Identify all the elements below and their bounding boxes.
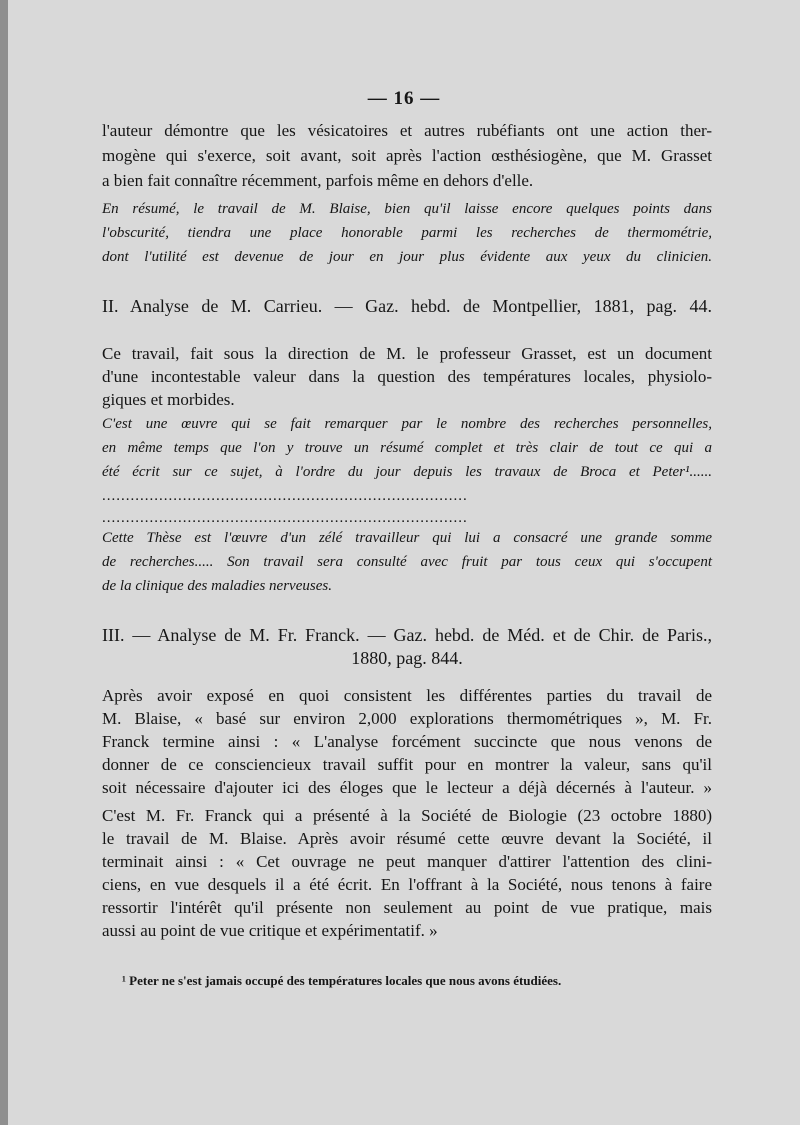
text-line: soit nécessaire d'ajouter ici des éloges que le lecteur a déjà décernés à l'auteur. » (102, 778, 712, 797)
text-line: Ce travail, fait sous la direction de M. le professeur Grasset, est un document (102, 344, 712, 363)
text-line: dont l'utilité est devenue de jour en jour plus évidente aux yeux du clinicien. (102, 249, 712, 265)
text-line: a bien fait connaître récemment, parfois même en dehors d'elle. (102, 171, 534, 190)
elision-dots: ............................................................................. (102, 510, 468, 526)
text-line: giques et morbides. (102, 390, 235, 409)
page-number: — 16 — (367, 88, 441, 109)
text-line: aussi au point de vue critique et expérimentatif. » (102, 921, 438, 940)
text-line: Franck termine ainsi : « L'analyse forcément succincte que nous venons de (102, 732, 712, 751)
section-heading: II. Analyse de M. Carrieu. — Gaz. hebd. de Montpellier, 1881, pag. 44. (102, 296, 712, 316)
text-line: Après avoir exposé en quoi consistent les différentes parties du travail de (102, 686, 712, 705)
text-line: de la clinique des maladies nerveuses. (102, 578, 332, 594)
section-heading-cont: 1880, pag. 844. (351, 648, 463, 668)
text-line: En résumé, le travail de M. Blaise, bien qu'il laisse encore quelques points dans (102, 201, 712, 217)
text-line: ressortir l'intérêt qu'il présente non seulement au point de vue pratique, mais (102, 898, 712, 917)
text-line: C'est une œuvre qui se fait remarquer par le nombre des recherches personnelles, (102, 416, 712, 432)
text-line: mogène qui s'exerce, soit avant, soit après l'action œsthésiogène, que M. Grasset (102, 146, 712, 165)
footnote: ¹ Peter ne s'est jamais occupé des températures locales que nous avons étudiées. (122, 973, 562, 988)
text-line: de recherches..... Son travail sera consulté avec fruit par tous ceux qui s'occupent (102, 554, 712, 570)
page (8, 0, 800, 1125)
text-line: terminait ainsi : « Cet ouvrage ne peut manquer d'attirer l'attention des clini- (102, 852, 712, 871)
text-line: l'obscurité, tiendra une place honorable parmi les recherches de thermométrie, (102, 225, 712, 241)
text-line: l'auteur démontre que les vésicatoires et autres rubéfiants ont une action ther- (102, 121, 712, 140)
text-line: donner de ce consciencieux travail suffit pour en montrer la valeur, sans qu'il (102, 755, 712, 774)
text-line: ciens, en vue desquels il a été écrit. En l'offrant à la Société, nous tenons à faire (102, 875, 712, 894)
text-line: Cette Thèse est l'œuvre d'un zélé travailleur qui lui a consacré une grande somme (102, 530, 712, 546)
text-line: d'une incontestable valeur dans la question des températures locales, physiolo- (102, 367, 712, 386)
text-line: le travail de M. Blaise. Après avoir résumé cette œuvre devant la Société, il (102, 829, 712, 848)
text-line: M. Blaise, « basé sur environ 2,000 explorations thermométriques », M. Fr. (102, 709, 712, 728)
text-line: en même temps que l'on y trouve un résumé complet et très clair de tout ce qui a (102, 440, 712, 456)
section-heading: III. — Analyse de M. Fr. Franck. — Gaz. hebd. de Méd. et de Chir. de Paris., (102, 625, 712, 645)
text-line: été écrit sur ce sujet, à l'ordre du jour depuis les travaux de Broca et Peter¹...... (102, 464, 712, 480)
text-line: C'est M. Fr. Franck qui a présenté à la Société de Biologie (23 octobre 1880) (102, 806, 712, 825)
elision-dots: ............................................................................. (102, 488, 468, 504)
